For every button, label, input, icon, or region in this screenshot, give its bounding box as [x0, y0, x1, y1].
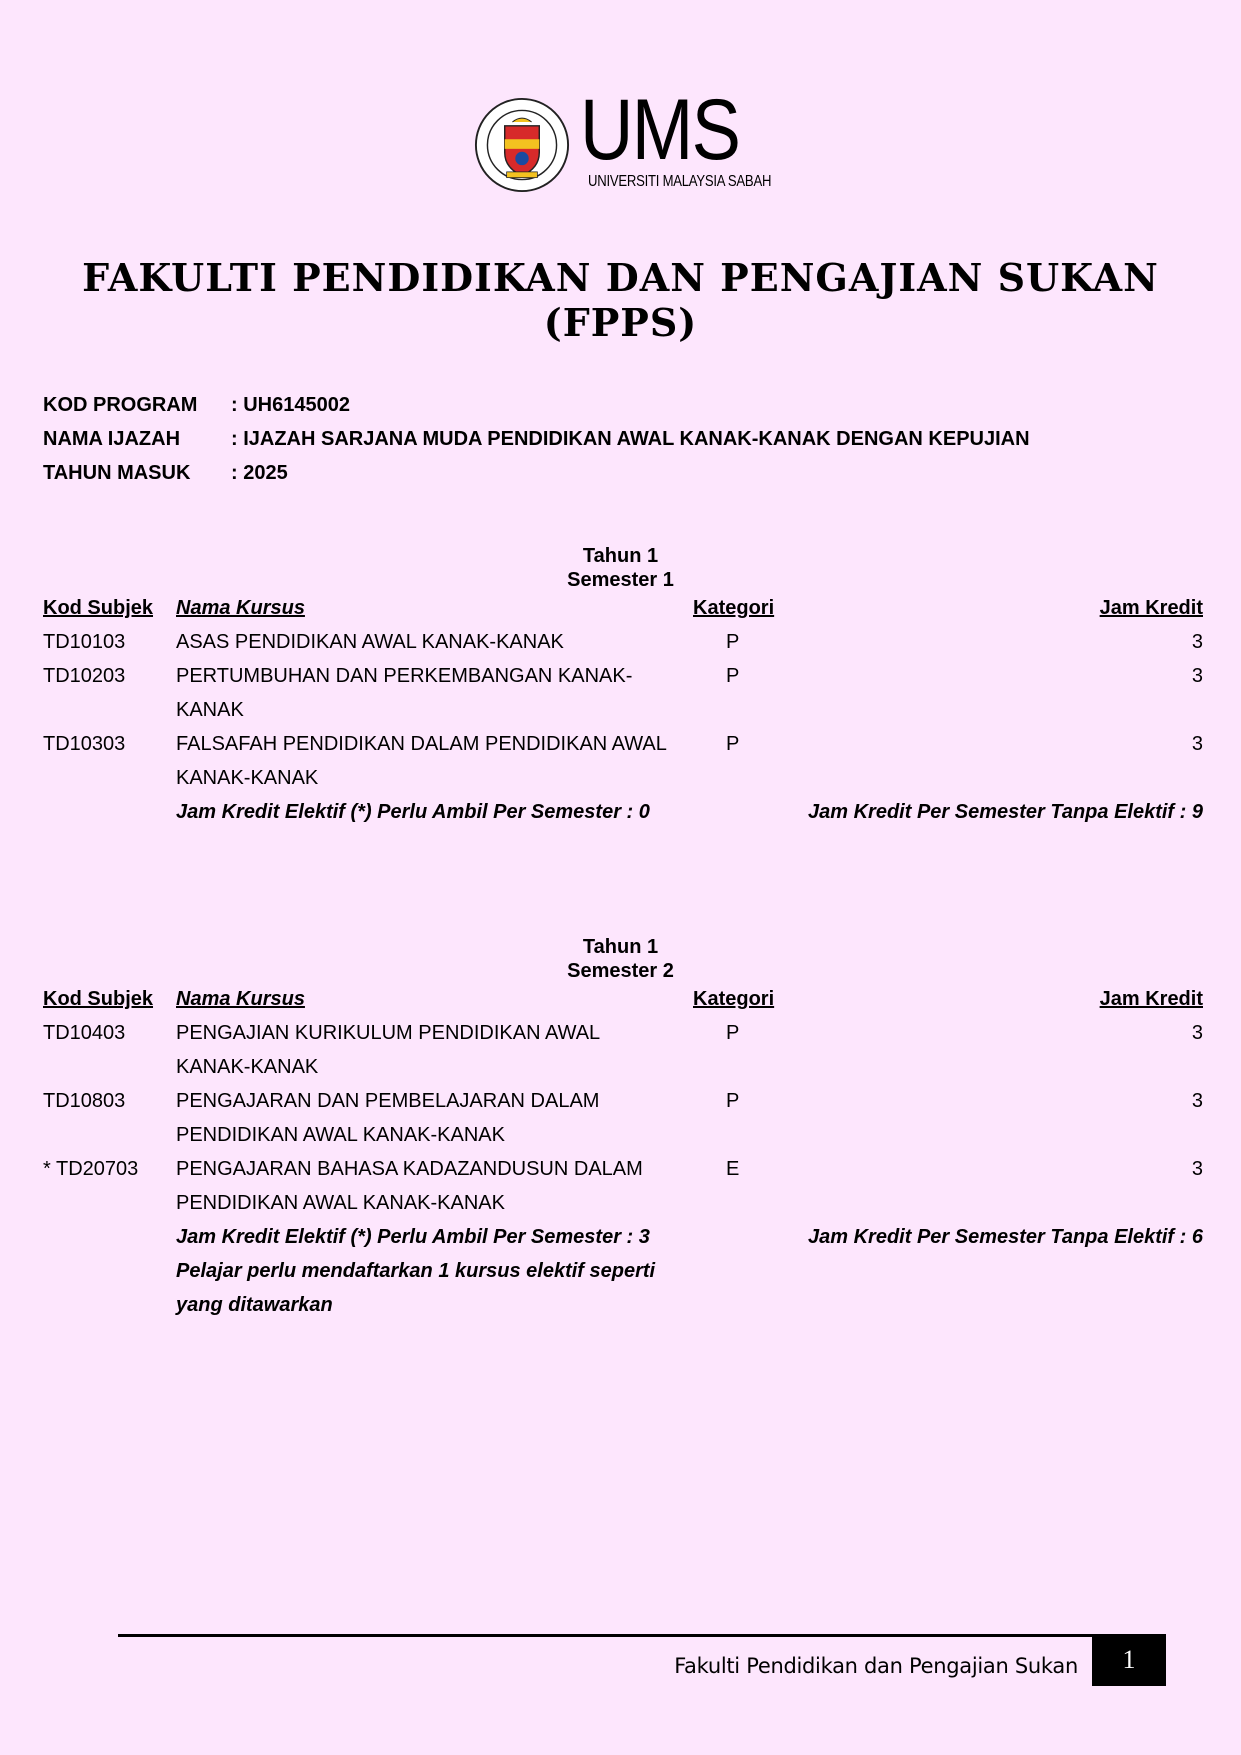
semester-title: Semester 2 — [567, 960, 674, 982]
intake-year-label: TAHUN MASUK — [43, 462, 191, 484]
program-code-value: : UH6145002 — [231, 394, 350, 416]
page-number: 1 — [1092, 1634, 1166, 1686]
semester-year: Tahun 1 — [582, 936, 659, 958]
program-code-label: KOD PROGRAM — [43, 394, 198, 416]
course-name: PENGAJIAN KURIKULUM PENDIDIKAN AWAL KANAK-KANAK — [176, 1022, 600, 1078]
course-category: P — [726, 1090, 740, 1112]
course-category: P — [726, 665, 740, 687]
semester-year: Tahun 1 — [582, 545, 659, 567]
course-credits: 3 — [1191, 1022, 1203, 1044]
header-code: Kod Subjek — [43, 988, 154, 1010]
course-code: TD10803 — [43, 1090, 126, 1112]
university-seal-icon — [474, 97, 570, 193]
course-category: E — [726, 1158, 740, 1180]
course-name: PENGAJARAN BAHASA KADAZANDUSUN DALAM PENDIDIKAN AWAL KANAK-KANAK — [176, 1158, 643, 1214]
elective-note: Pelajar perlu mendaftarkan 1 kursus elektif seperti yang ditawarkan — [176, 1260, 656, 1316]
course-code: TD10403 — [43, 1022, 126, 1044]
course-code: TD10203 — [43, 665, 126, 687]
footer-divider — [118, 1634, 1166, 1637]
footer-faculty-name: Fakulti Pendidikan dan Pengajian Sukan — [674, 1654, 1078, 1678]
course-name: PERTUMBUHAN DAN PERKEMBANGAN KANAK-KANAK — [176, 665, 633, 721]
degree-name-value: : IJAZAH SARJANA MUDA PENDIDIKAN AWAL KANAK-KANAK DENGAN KEPUJIAN — [231, 428, 1030, 450]
course-code: * TD20703 — [43, 1158, 139, 1180]
course-credits: 3 — [1191, 1158, 1203, 1180]
course-credits: 3 — [1191, 1090, 1203, 1112]
header-course-name: Nama Kursus — [176, 988, 305, 1010]
ums-logo — [474, 82, 774, 195]
course-credits: 3 — [1191, 665, 1203, 687]
course-name: ASAS PENDIDIKAN AWAL KANAK-KANAK — [176, 631, 564, 653]
course-category: P — [726, 1022, 740, 1044]
course-name: PENGAJARAN DAN PEMBELAJARAN DALAM PENDIDIKAN AWAL KANAK-KANAK — [176, 1090, 600, 1146]
elective-summary: Jam Kredit Elektif (*) Perlu Ambil Per Semester : 0 — [176, 801, 650, 823]
course-name: FALSAFAH PENDIDIKAN DALAM PENDIDIKAN AWAL KANAK-KANAK — [176, 733, 667, 789]
header-category: Kategori — [693, 988, 775, 1010]
ums-full-name: UNIVERSITI MALAYSIA SABAH — [588, 173, 772, 190]
header-code: Kod Subjek — [43, 597, 154, 619]
total-credits-summary: Jam Kredit Per Semester Tanpa Elektif : 9 — [808, 801, 1203, 823]
course-category: P — [726, 631, 740, 653]
course-code: TD10303 — [43, 733, 126, 755]
header-credits: Jam Kredit — [1099, 597, 1203, 619]
semester-title: Semester 1 — [567, 569, 674, 591]
course-category: P — [726, 733, 740, 755]
total-credits-summary: Jam Kredit Per Semester Tanpa Elektif : 6 — [808, 1226, 1203, 1248]
ums-abbreviation: UMS — [580, 82, 740, 178]
header-category: Kategori — [693, 597, 775, 619]
intake-year-value: : 2025 — [231, 462, 288, 484]
degree-name-label: NAMA IJAZAH — [43, 428, 181, 450]
header-credits: Jam Kredit — [1099, 988, 1203, 1010]
faculty-title: FAKULTI PENDIDIKAN DAN PENGAJIAN SUKAN (FPPS) — [82, 255, 1159, 345]
elective-summary: Jam Kredit Elektif (*) Perlu Ambil Per Semester : 3 — [176, 1226, 650, 1248]
header-course-name: Nama Kursus — [176, 597, 305, 619]
course-credits: 3 — [1191, 733, 1203, 755]
course-code: TD10103 — [43, 631, 126, 653]
course-credits: 3 — [1191, 631, 1203, 653]
